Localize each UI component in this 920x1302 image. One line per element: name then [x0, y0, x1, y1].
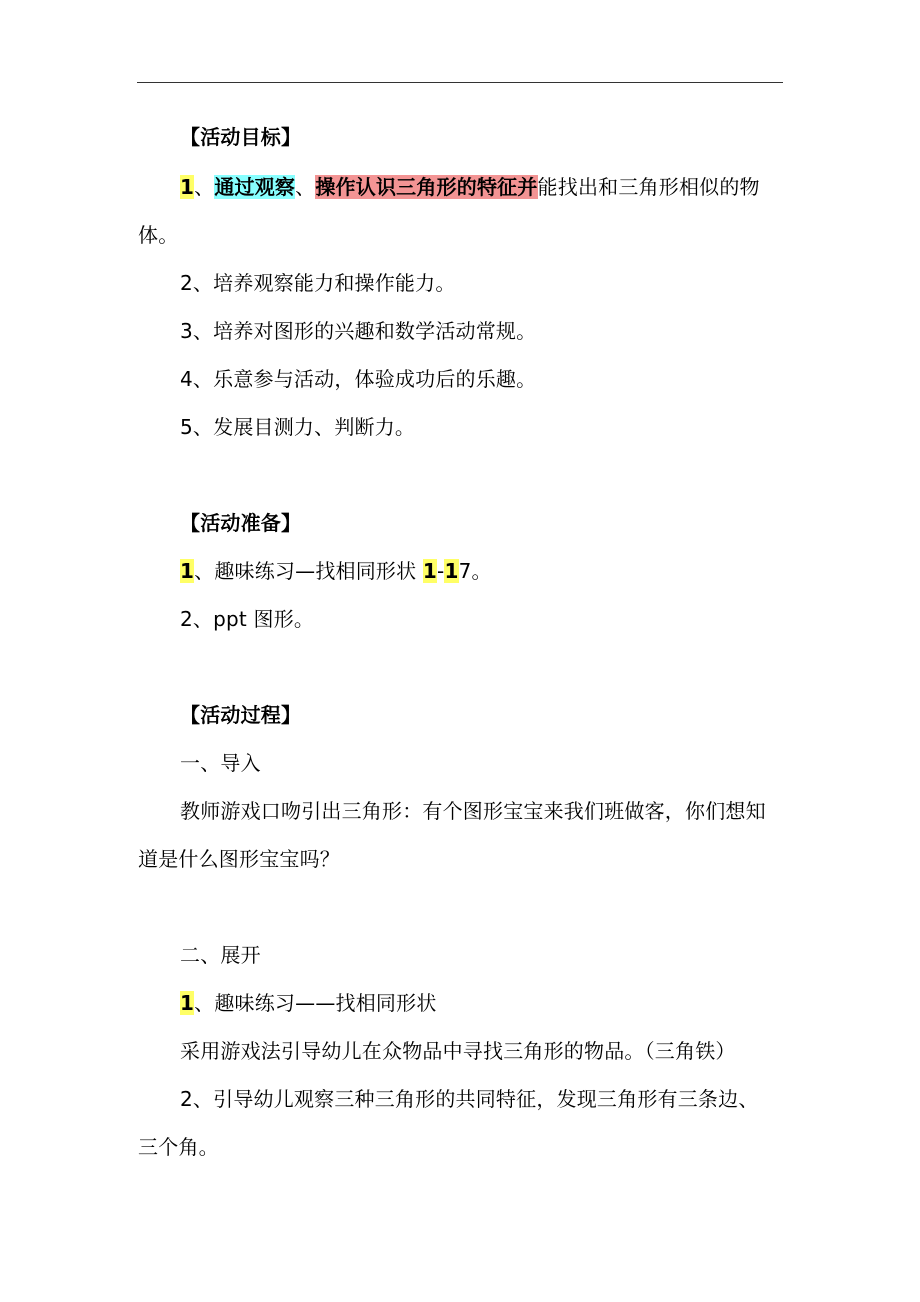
process-section-2-item-2: 2、引导幼儿观察三种三角形的共同特征，发现三角形有三条边、	[180, 1087, 759, 1111]
process-section-1-paragraph: 教师游戏口吻引出三角形：有个图形宝宝来我们班做客，你们想知	[180, 799, 766, 823]
process-section-1-paragraph-continued: 道是什么图形宝宝吗？	[138, 847, 340, 871]
prep-item-1-highlight-a: 1	[422, 559, 438, 583]
prep-item-2: 2、ppt 图形。	[180, 607, 315, 631]
prep-item-1-number: 1	[180, 559, 195, 583]
goal-item-5: 5、发展目测力、判断力。	[180, 415, 416, 439]
goal-item-1-rest: 能找出和三角形相似的物	[537, 175, 760, 199]
goals-heading: 【活动目标】	[180, 125, 302, 149]
process-section-2-item-1-text: 、趣味练习——找相同形状	[194, 991, 437, 1015]
prep-heading: 【活动准备】	[180, 511, 302, 535]
goal-item-1-number: 1	[180, 175, 195, 199]
goal-item-3: 3、培养对图形的兴趣和数学活动常规。	[180, 319, 537, 343]
process-section-2-item-2-continued: 三个角。	[138, 1135, 219, 1159]
goal-item-1-continued: 体。	[138, 223, 179, 247]
process-section-2-item-1-number: 1	[180, 991, 195, 1015]
goal-item-1-sep2: 、	[295, 175, 316, 199]
prep-item-1-dash: -	[437, 559, 445, 583]
goal-item-4: 4、乐意参与活动，体验成功后的乐趣。	[180, 367, 537, 391]
prep-item-1	[180, 556, 492, 586]
process-section-2-item-1	[180, 988, 437, 1018]
goal-item-1-highlight-red: 操作认识三角形的特征并	[315, 175, 538, 199]
goal-item-2: 2、培养观察能力和操作能力。	[180, 271, 456, 295]
goal-item-1-sep: 、	[194, 175, 215, 199]
goal-item-1	[180, 172, 760, 202]
process-heading: 【活动过程】	[180, 703, 302, 727]
process-section-1-title: 一、导入	[180, 751, 261, 775]
header-rule	[137, 82, 783, 83]
prep-item-1-highlight-b: 1	[444, 559, 459, 583]
process-section-2-title: 二、展开	[180, 943, 261, 967]
prep-item-1-text: 、趣味练习—找相同形状	[194, 559, 423, 583]
goal-item-1-highlight-cyan: 通过观察	[214, 175, 296, 199]
prep-item-1-tail: 7。	[458, 559, 492, 583]
process-section-2-paragraph: 采用游戏法引导幼儿在众物品中寻找三角形的物品。（三角铁）	[180, 1039, 736, 1063]
